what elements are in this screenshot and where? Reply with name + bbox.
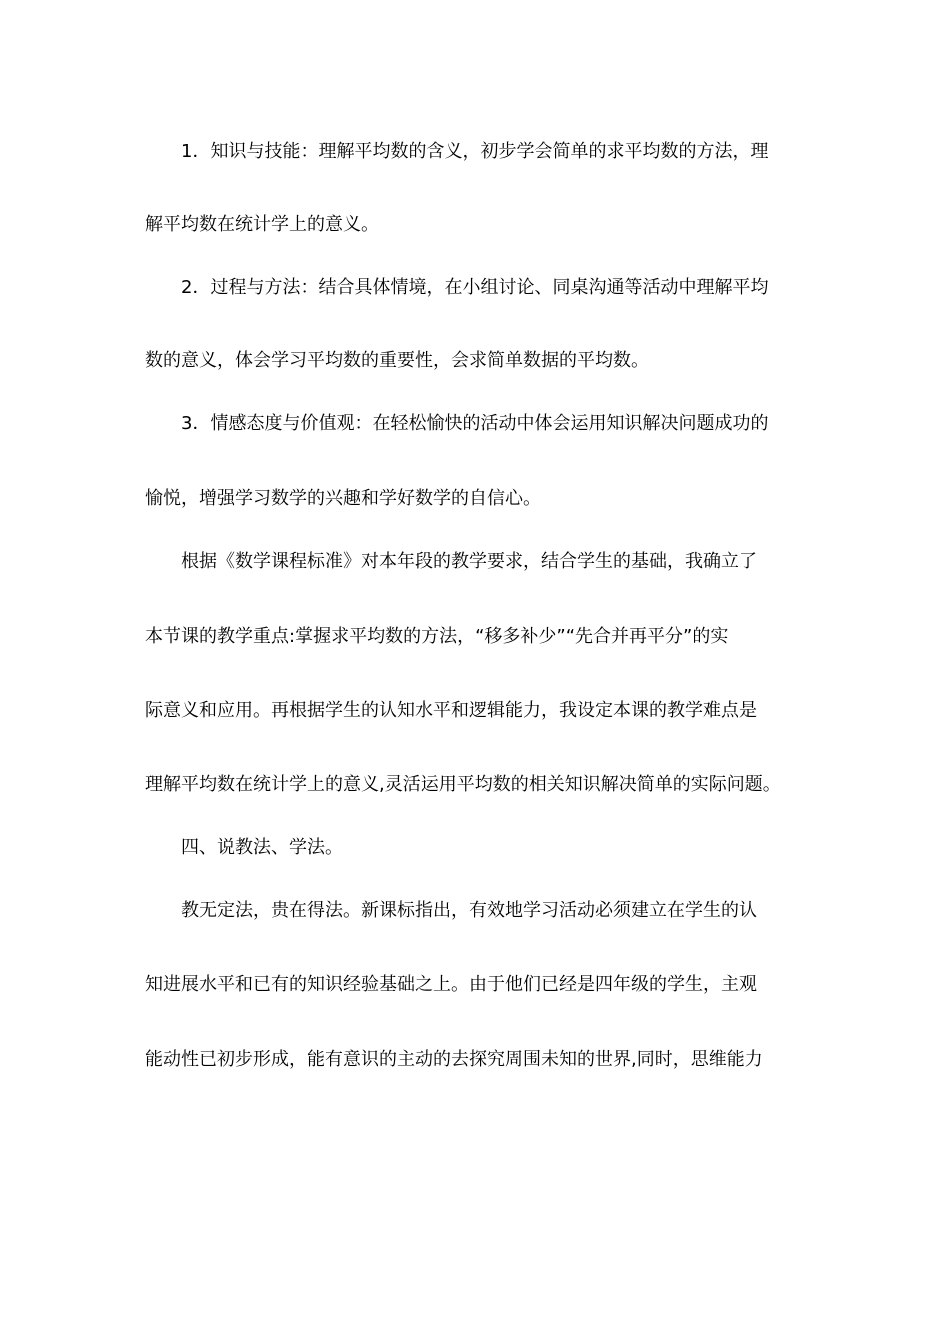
text-line-4: 数的意义，体会学习平均数的重要性，会求简单数据的平均数。: [145, 350, 649, 371]
section-heading: 四、说教法、学法。: [181, 837, 343, 858]
text-line-3: 2．过程与方法：结合具体情境，在小组讨论、同桌沟通等活动中理解平均: [181, 277, 769, 298]
text-line-6: 愉悦，增强学习数学的兴趣和学好数学的自信心。: [145, 488, 541, 509]
text-line-10: 理解平均数在统计学上的意义,灵活运用平均数的相关知识解决简单的实际问题。: [145, 774, 781, 795]
text-line-2: 解平均数在统计学上的意义。: [145, 214, 379, 235]
text-line-8: 本节课的教学重点:掌握求平均数的方法，“移多补少”“先合并再平分”的实: [145, 626, 729, 647]
text-line-12: 教无定法，贵在得法。新课标指出，有效地学习活动必须建立在学生的认: [181, 900, 757, 921]
text-line-1: 1．知识与技能：理解平均数的含义，初步学会简单的求平均数的方法，理: [181, 141, 769, 162]
text-line-5: 3．情感态度与价值观：在轻松愉快的活动中体会运用知识解决问题成功的: [181, 413, 769, 434]
text-line-9: 际意义和应用。再根据学生的认知水平和逻辑能力，我设定本课的教学难点是: [145, 700, 757, 721]
text-line-13: 知进展水平和已有的知识经验基础之上。由于他们已经是四年级的学生，主观: [145, 974, 757, 995]
text-line-7: 根据《数学课程标准》对本年段的教学要求，结合学生的基础，我确立了: [181, 551, 757, 572]
text-line-14: 能动性已初步形成，能有意识的主动的去探究周围未知的世界,同时，思维能力: [145, 1049, 763, 1070]
